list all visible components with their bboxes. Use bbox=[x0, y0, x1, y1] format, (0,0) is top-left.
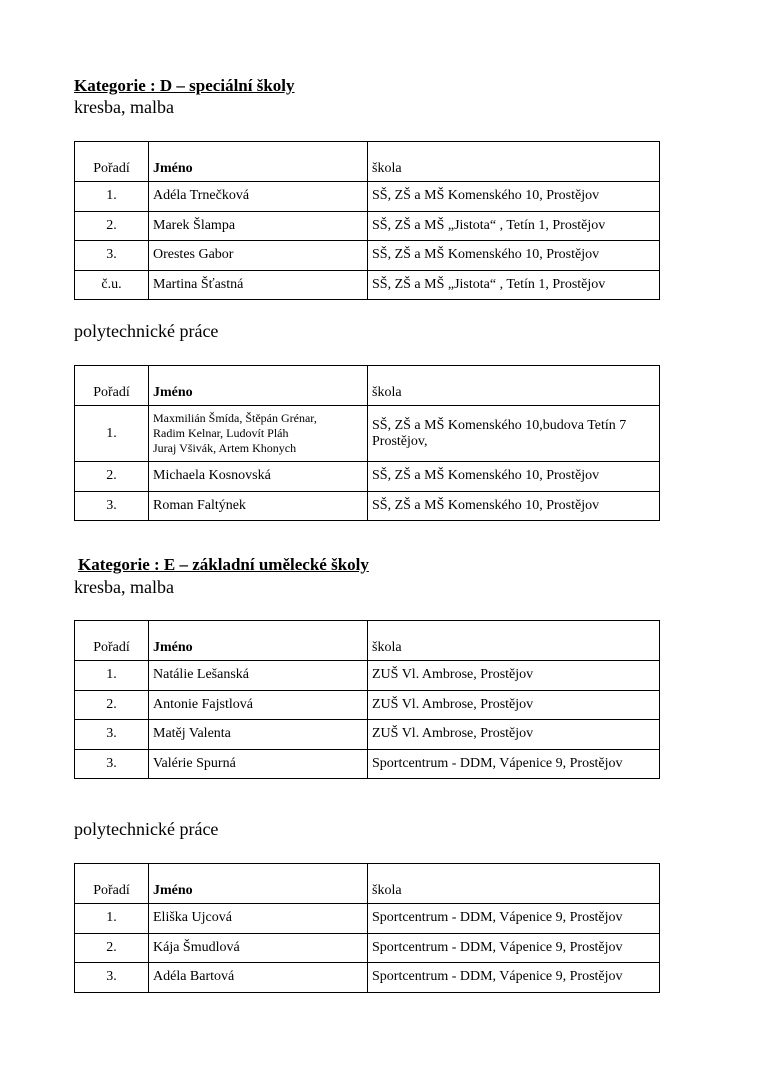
header-school: škola bbox=[368, 864, 660, 904]
school-cell: ZUŠ Vl. Ambrose, Prostějov bbox=[368, 720, 660, 750]
name-cell: Orestes Gabor bbox=[149, 241, 368, 271]
header-name: Jméno bbox=[149, 142, 368, 182]
rank-cell: 3. bbox=[75, 963, 149, 993]
name-cell: Maxmilián Šmída, Štěpán Grénar, Radim Kelnar, Ludovít Pláh Juraj Všivák, Artem Khonych bbox=[149, 406, 368, 462]
results-table bbox=[74, 620, 660, 779]
name-cell: Antonie Fajstlová bbox=[149, 690, 368, 720]
table-row bbox=[75, 720, 660, 750]
table-row bbox=[75, 749, 660, 779]
school-cell: ZUŠ Vl. Ambrose, Prostějov bbox=[368, 661, 660, 691]
table-row bbox=[75, 904, 660, 934]
table-row bbox=[75, 933, 660, 963]
rank-cell: 1. bbox=[75, 661, 149, 691]
rank-cell: 3. bbox=[75, 241, 149, 271]
rank-cell: 1. bbox=[75, 182, 149, 212]
school-cell: SŠ, ZŠ a MŠ Komenského 10, Prostějov bbox=[368, 462, 660, 492]
name-cell: Valérie Spurná bbox=[149, 749, 368, 779]
school-cell: Sportcentrum - DDM, Vápenice 9, Prostějov bbox=[368, 933, 660, 963]
rank-cell: 2. bbox=[75, 211, 149, 241]
header-rank: Pořadí bbox=[75, 142, 149, 182]
category-e-subtitle-drawing: kresba, malba bbox=[74, 577, 174, 597]
name-cell: Marek Šlampa bbox=[149, 211, 368, 241]
header-school: škola bbox=[368, 142, 660, 182]
header-name: Jméno bbox=[149, 621, 368, 661]
header-name: Jméno bbox=[149, 864, 368, 904]
school-cell: Sportcentrum - DDM, Vápenice 9, Prostějov bbox=[368, 749, 660, 779]
table-row bbox=[75, 491, 660, 521]
rank-cell: 3. bbox=[75, 749, 149, 779]
header-school: škola bbox=[368, 621, 660, 661]
table-row bbox=[75, 462, 660, 492]
rank-cell: 3. bbox=[75, 491, 149, 521]
header-rank: Pořadí bbox=[75, 366, 149, 406]
header-name: Jméno bbox=[149, 366, 368, 406]
results-table bbox=[74, 863, 660, 993]
school-cell: SŠ, ZŠ a MŠ Komenského 10, Prostějov bbox=[368, 182, 660, 212]
rank-cell: 2. bbox=[75, 690, 149, 720]
table-header-row bbox=[75, 142, 660, 182]
header-rank: Pořadí bbox=[75, 621, 149, 661]
category-e-subtitle-polytechnic: polytechnické práce bbox=[74, 819, 219, 839]
table-row bbox=[75, 661, 660, 691]
rank-cell: 2. bbox=[75, 462, 149, 492]
school-cell: SŠ, ZŠ a MŠ „Jistota“ , Tetín 1, Prostějov bbox=[368, 270, 660, 300]
header-school: škola bbox=[368, 366, 660, 406]
name-cell: Martina Šťastná bbox=[149, 270, 368, 300]
school-cell: SŠ, ZŠ a MŠ Komenského 10, Prostějov bbox=[368, 491, 660, 521]
table-header-row bbox=[75, 621, 660, 661]
table-row bbox=[75, 690, 660, 720]
rank-cell: 3. bbox=[75, 720, 149, 750]
name-cell: Michaela Kosnovská bbox=[149, 462, 368, 492]
name-cell: Natálie Lešanská bbox=[149, 661, 368, 691]
school-cell: Sportcentrum - DDM, Vápenice 9, Prostějov bbox=[368, 963, 660, 993]
table-row bbox=[75, 406, 660, 462]
table-header-row bbox=[75, 366, 660, 406]
table-row bbox=[75, 270, 660, 300]
name-cell: Roman Faltýnek bbox=[149, 491, 368, 521]
results-table bbox=[74, 141, 660, 300]
table-row bbox=[75, 963, 660, 993]
rank-cell: 2. bbox=[75, 933, 149, 963]
table-header-row bbox=[75, 864, 660, 904]
school-cell: SŠ, ZŠ a MŠ Komenského 10, Prostějov bbox=[368, 241, 660, 271]
results-table bbox=[74, 365, 660, 521]
school-cell: Sportcentrum - DDM, Vápenice 9, Prostějov bbox=[368, 904, 660, 934]
school-cell: SŠ, ZŠ a MŠ „Jistota“ , Tetín 1, Prostějov bbox=[368, 211, 660, 241]
table-row bbox=[75, 182, 660, 212]
name-cell: Adéla Trnečková bbox=[149, 182, 368, 212]
category-d-subtitle-drawing: kresba, malba bbox=[74, 97, 174, 117]
category-d-heading: Kategorie : D – speciální školy bbox=[74, 76, 295, 95]
name-cell: Kája Šmudlová bbox=[149, 933, 368, 963]
name-cell: Matěj Valenta bbox=[149, 720, 368, 750]
name-cell: Eliška Ujcová bbox=[149, 904, 368, 934]
category-e-heading: Kategorie : E – základní umělecké školy bbox=[78, 555, 369, 574]
rank-cell: č.u. bbox=[75, 270, 149, 300]
category-d-subtitle-polytechnic: polytechnické práce bbox=[74, 321, 219, 341]
rank-cell: 1. bbox=[75, 406, 149, 462]
rank-cell: 1. bbox=[75, 904, 149, 934]
school-cell: ZUŠ Vl. Ambrose, Prostějov bbox=[368, 690, 660, 720]
name-cell: Adéla Bartová bbox=[149, 963, 368, 993]
header-rank: Pořadí bbox=[75, 864, 149, 904]
table-row bbox=[75, 241, 660, 271]
school-cell: SŠ, ZŠ a MŠ Komenského 10,budova Tetín 7 Prostějov, bbox=[368, 406, 660, 462]
table-row bbox=[75, 211, 660, 241]
